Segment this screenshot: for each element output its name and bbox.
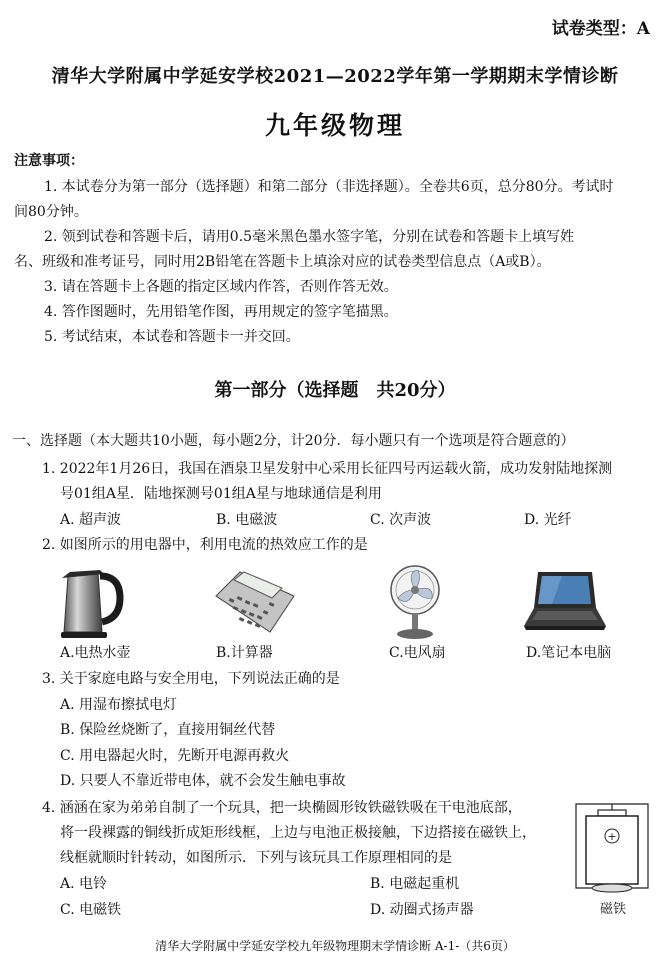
q4-option-b: B. 电磁起重机 <box>370 876 460 892</box>
notice-line: 4. 答作图题时，先用铅笔作图，再用规定的签字笔描黑。 <box>44 304 398 320</box>
notice-line: 间80分钟。 <box>14 204 88 220</box>
paper-type: 试卷类型：A <box>551 19 650 39</box>
q2-caption-a: A.电热水壶 <box>60 645 131 661</box>
laptop-image <box>522 568 606 634</box>
calculator-image <box>210 566 296 638</box>
q4-stem-line: 将一段裸露的铜线折成矩形线框，上边与电池正极接触，下边搭接在磁铁上， <box>60 825 536 841</box>
q3-option-a: A. 用湿布擦拭电灯 <box>60 697 178 713</box>
q3-option-b: B. 保险丝烧断了，直接用铜丝代替 <box>60 722 276 738</box>
q1-stem-line: 号01组A星．陆地探测号01组A星与地球通信是利用 <box>60 486 382 502</box>
exam-header-title: 清华大学附属中学延安学校2021—2022学年第一学期期末学情诊断 <box>51 66 619 87</box>
section-title: 一、选择题（本大题共10小题，每小题2分，计20分．每小题只有一个选项是符合题意的） <box>12 433 575 449</box>
q2-caption-d: D.笔记本电脑 <box>526 645 612 661</box>
q1-option-a: A. 超声波 <box>60 512 122 528</box>
battery-wire-frame-figure <box>568 800 656 910</box>
plus-sign: + <box>607 830 617 843</box>
electric-kettle-image <box>58 562 128 640</box>
q3-option-d: D. 只要人不靠近带电体，就不会发生触电事故 <box>60 773 346 789</box>
notice-line: 3. 请在答题卡上各题的指定区域内作答，否则作答无效。 <box>44 279 398 295</box>
q4-option-c: C. 电磁铁 <box>60 902 122 918</box>
electric-fan-image <box>384 564 446 640</box>
notice-line: 5. 考试结束，本试卷和答题卡一并交回。 <box>44 329 300 345</box>
part-one-title: 第一部分（选择题 共20分） <box>214 380 456 401</box>
q2-stem: 2. 如图所示的用电器中，利用电流的热效应工作的是 <box>42 537 368 553</box>
notice-line: 2. 领到试卷和答题卡后，请用0.5毫米黑色墨水签字笔，分别在试卷和答题卡上填写姓 <box>44 229 575 245</box>
notice-line: 1. 本试卷分为第一部分（选择题）和第二部分（非选择题）。全卷共6页，总分80分。考试时 <box>44 179 614 195</box>
q3-stem: 3. 关于家庭电路与安全用电，下列说法正确的是 <box>42 671 340 687</box>
q3-option-c: C. 用电器起火时，先断开电源再救火 <box>60 748 290 764</box>
q2-caption-c: C.电风扇 <box>389 645 446 661</box>
q1-option-d: D. 光纤 <box>524 512 572 528</box>
q2-caption-b: B.计算器 <box>216 645 273 661</box>
subject-title: 九年级物理 <box>264 111 405 140</box>
notice-line: 名、班级和准考证号，同时用2B铅笔在答题卡上填涂对应的试卷类型信息点（A或B）。 <box>14 254 551 270</box>
q4-stem-line: 4. 涵涵在家为弟弟自制了一个玩具，把一块椭圆形钕铁磁铁吸在干电池底部， <box>42 800 522 816</box>
q1-option-b: B. 电磁波 <box>216 512 278 528</box>
q4-option-d: D. 动圈式扬声器 <box>370 902 474 918</box>
q4-stem-line: 线框就顺时针转动，如图所示．下列与该玩具工作原理相同的是 <box>60 850 452 866</box>
notice-heading: 注意事项： <box>14 153 84 169</box>
page-footer: 清华大学附属中学延安学校九年级物理期末学情诊断 A-1-（共6页） <box>155 939 515 953</box>
magnet-label: 磁铁 <box>600 902 627 917</box>
q4-option-a: A. 电铃 <box>60 876 108 892</box>
q1-option-c: C. 次声波 <box>370 512 432 528</box>
q1-stem-line: 1. 2022年1月26日，我国在酒泉卫星发射中心采用长征四号丙运载火箭，成功发射陆地探测 <box>42 461 613 477</box>
